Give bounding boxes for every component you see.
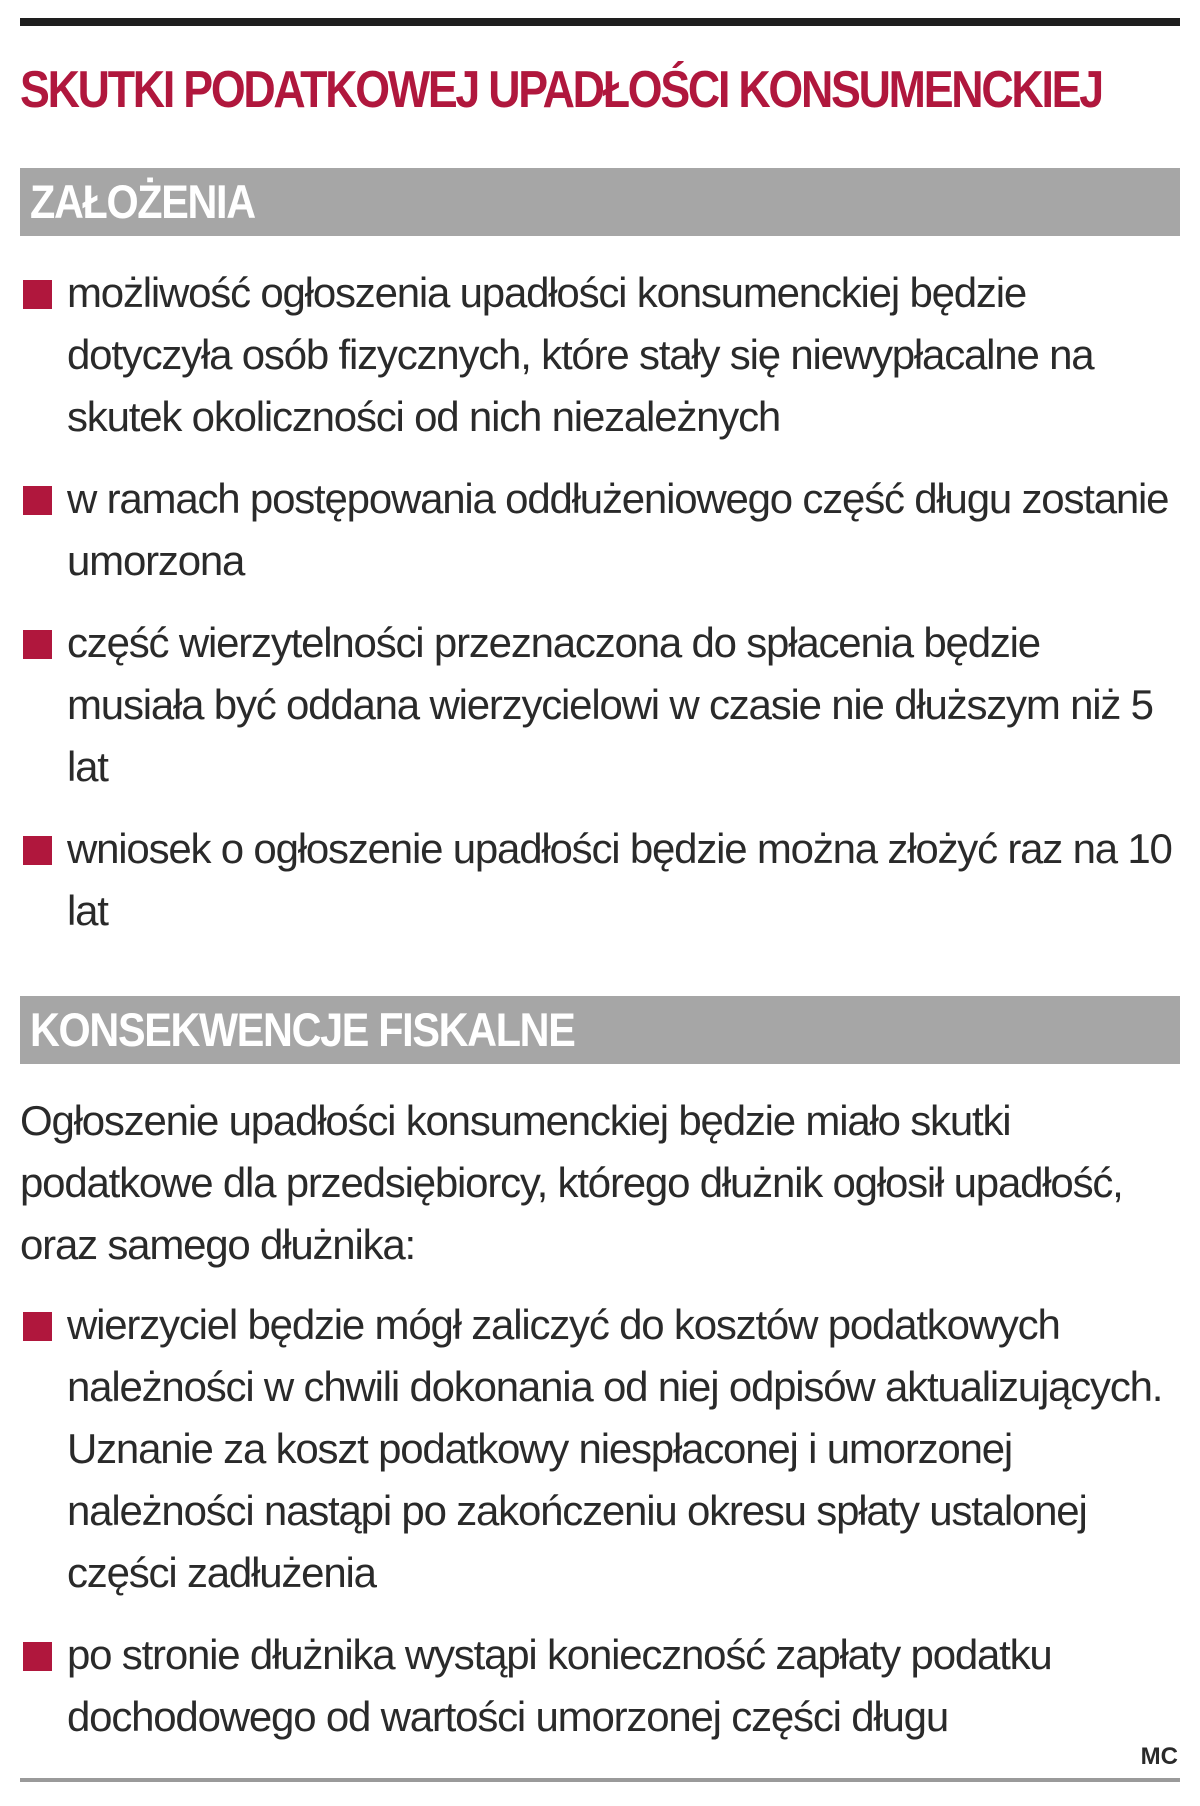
bullet-text: w ramach postępowania oddłużeniowego część długu zostanie umorzona (67, 475, 1169, 584)
bottom-rule (20, 1778, 1180, 1782)
bullet-text: wierzyciel będzie mógł zaliczyć do kosztów podatkowych należności w chwili dokonania od niej odpisów aktualizujących. Uznanie za koszt podatkowy niespłaconej i umorzonej należności nastąpi po zakończeniu okresu spłaty ustalonej części zadłużenia (67, 1301, 1163, 1596)
author-credit: MC (1140, 1743, 1178, 1770)
top-rule (20, 18, 1180, 26)
bullet-square-icon (23, 1642, 52, 1671)
bullet-text: po stronie dłużnika wystąpi konieczność zapłaty podatku dochodowego od wartości umorzonej części długu (67, 1631, 1052, 1740)
list-item (20, 262, 1180, 448)
list-item (20, 612, 1180, 798)
section-heading: ZAŁOŻENIA (30, 175, 255, 228)
list-item (20, 1624, 1180, 1748)
bullet-text: wniosek o ogłoszenie upadłości będzie można złożyć raz na 10 lat (67, 825, 1172, 934)
section-intro: Ogłoszenie upadłości konsumenckiej będzie miało skutki podatkowe dla przedsiębiorcy, którego dłużnik ogłosił upadłość, oraz samego dłużnika: (20, 1097, 1123, 1268)
list-item (20, 468, 1180, 592)
bullet-square-icon (23, 280, 52, 309)
bullet-text: część wierzytelności przeznaczona do spłacenia będzie musiała być oddana wierzycielowi w czasie nie dłuższym niż 5 lat (67, 619, 1153, 790)
section-header-konsekwencje (20, 996, 1180, 1064)
section-header-zalozenia (20, 168, 1180, 236)
section-heading: KONSEKWENCJE FISKALNE (30, 1003, 575, 1056)
bullet-square-icon (23, 836, 52, 865)
infobox-title: SKUTKI PODATKOWEJ UPADŁOŚCI KONSUMENCKIEJ (20, 61, 1102, 119)
list-item (20, 1294, 1180, 1604)
infobox (20, 0, 1180, 1806)
bullet-text: możliwość ogłoszenia upadłości konsumenckiej będzie dotyczyła osób fizycznych, które stały się niewypłacalne na skutek okoliczności od nich niezależnych (67, 269, 1094, 440)
bullet-square-icon (23, 1312, 52, 1341)
bullet-square-icon (23, 630, 52, 659)
bullet-list-zalozenia (20, 262, 1180, 942)
bullet-square-icon (23, 486, 52, 515)
bullet-list-konsekwencje (20, 1294, 1180, 1748)
list-item (20, 818, 1180, 942)
